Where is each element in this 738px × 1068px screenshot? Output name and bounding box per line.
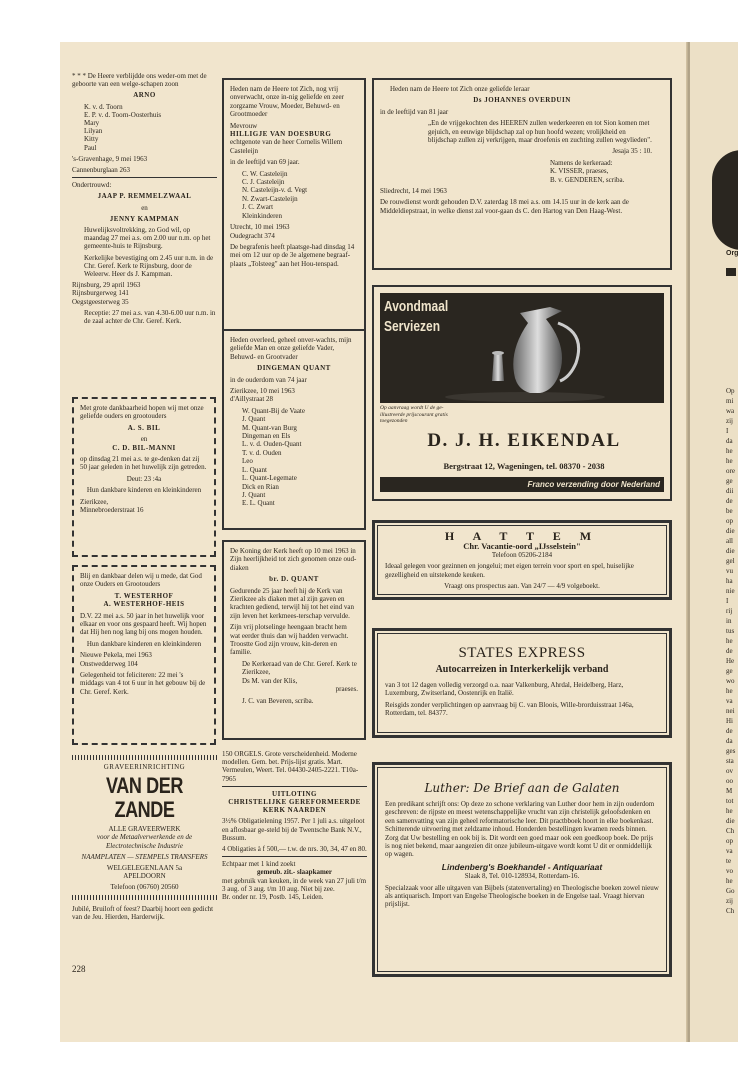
hattem-ad-box <box>372 520 672 600</box>
adjacent-text-fragment: zij <box>726 897 733 905</box>
adjacent-page-text-column <box>726 386 735 916</box>
doesburg-title: Mevrouw <box>230 121 258 130</box>
doesburg-intro: Heden nam de Heere tot Zich, nog vrij onverwacht, onze in-nig geliefde en zeer zorgzame Vrouw, Moeder, Behuwd- en Grootmoeder <box>230 85 344 119</box>
stripe-divider <box>72 755 217 760</box>
family-member: W. Quant-Bij de Vaate <box>242 406 305 415</box>
quant-address: d'Aillystraat 28 <box>230 395 274 404</box>
adjacent-text-fragment: mi <box>726 397 734 405</box>
anniversary-bil-box <box>72 397 216 557</box>
adjacent-text-fragment: ov <box>726 767 733 775</box>
adjacent-text-fragment: va <box>726 697 733 705</box>
overduin-quote: „En de vrijgekochten des HEEREN zullen wederkeeren en tot Sion komen met gejuich, en eeuwige blijdschap zal op hun hoofd wezen; vrolijkheid en blijdschap zullen zij verkrijgen, maar droefenis en zuchting zullen wegvlieden". <box>428 119 652 145</box>
adjacent-page-bar <box>726 268 736 276</box>
westerhof-text: D.V. 22 mei a.s. 50 jaar in het huwelijk voor elkaar en voor ons gespaard heeft. Wij hopen dat Hij hen nog lang bij ons mogen houden. <box>80 611 207 637</box>
adjacent-page-logo-fragment <box>712 150 738 250</box>
death-quant-church-box <box>222 540 366 740</box>
adjacent-text-fragment: dii <box>726 487 734 495</box>
quant-name: DINGEMAN QUANT <box>257 364 331 373</box>
engraving-address-1: WELGELEGENLAAN 5a <box>106 864 183 873</box>
adjacent-text-fragment: he <box>726 687 733 695</box>
birth-place: 's-Gravenhage, 9 mei 1963 <box>72 154 148 163</box>
adjacent-text-fragment: op <box>726 837 733 845</box>
couple-line-1: Echtpaar met 1 kind zoekt <box>222 860 296 869</box>
column-2-classifieds <box>222 750 367 904</box>
adjacent-text-fragment: ge <box>726 477 733 485</box>
engraving-line-1: ALLE GRAVEERWERK <box>108 825 181 834</box>
adjacent-page-text-org: Org <box>726 250 738 257</box>
death-doesburg-box <box>222 78 366 331</box>
groom-name: JAAP P. REMMELZWAAL <box>97 192 192 201</box>
family-member: L. Quant <box>242 465 267 474</box>
family-member: T. v. d. Ouden <box>242 448 282 457</box>
engaged-place: Rijnsburg, 29 april 1963 <box>72 281 141 290</box>
westerhof-intro: Blij en dankbaar delen wij u mede, dat God onze Ouders en Grootouders <box>80 572 202 589</box>
birth-intro: * * * De Heere verblijdde ons weder-om met de geboorte van een welge-schapen zoon <box>72 72 207 89</box>
death-overduin-box <box>372 78 672 270</box>
eikendal-company: D. J. H. EIKENDAL <box>427 430 621 451</box>
luther-title: Luther: De Brief aan de Galaten <box>424 781 620 795</box>
adjacent-text-fragment: he <box>726 877 733 885</box>
avondmaal-ad-box <box>372 285 672 501</box>
engraving-brand: VAN DER ZANDE <box>105 773 183 823</box>
church-council: De Kerkeraad van de Chr. Geref. Kerk te Zierikzee, <box>242 659 357 677</box>
adjacent-text-fragment: wa <box>726 407 735 415</box>
church-scriba: J. C. van Beveren, scriba. <box>242 696 314 705</box>
birth-announcement <box>72 72 217 174</box>
quant-intro: Heden overleed, geheel onver-wachts, mijn geliefde Man en onze geliefde Vader, Behuwd- en Grootvader <box>230 336 352 361</box>
adjacent-text-fragment: zij <box>726 417 733 425</box>
states-title: STATES EXPRESS <box>458 645 586 661</box>
avondmaal-title-1: Avondmaal <box>384 298 449 315</box>
church-praeses: praeses. <box>335 685 358 694</box>
adjacent-text-fragment: I <box>726 427 729 435</box>
family-member: C. J. Casteleijn <box>242 178 285 187</box>
luther-ad-box <box>372 762 672 977</box>
quant-age: in de ouderdom van 74 jaar <box>230 375 307 384</box>
page-number: 228 <box>72 964 86 974</box>
adjacent-text-fragment: da <box>726 437 733 445</box>
adjacent-text-fragment: de <box>726 497 733 505</box>
luther-address: Slaak 8, Tel. 010-128934, Rotterdam-16. <box>464 872 580 881</box>
overduin-funeral: De rouwdienst wordt gehouden D.V. zaterdag 18 mei a.s. om 14.15 uur in de kerk aan de Middeldiepstraat, in welke dienst zal voor-gaan ds C. den Hartog van Den Haag-West. <box>380 198 629 215</box>
family-member: J. C. Zwart <box>242 203 274 212</box>
adjacent-text-fragment: wo <box>726 677 735 685</box>
adjacent-text-fragment: op <box>726 517 733 525</box>
bond-text-1: 3½% Obligatielening 1957. Per 1 juli a.s. uitgeloot en aflosbaar ge-steld bij de Twentsche Bank N.V., Bussum. <box>222 817 365 842</box>
engaged-heading: Ondertrouwd: <box>72 181 112 190</box>
adjacent-text-fragment: Hi <box>726 717 733 725</box>
bil-children: Hun dankbare kinderen en kleinkinderen <box>86 486 202 495</box>
family-member: M. Quant-van Burg <box>242 423 297 432</box>
birth-family <box>72 103 217 152</box>
anniversary-westerhof-box <box>72 565 216 745</box>
bond-text-2: 4 Obligaties à f 500,— t.w. de nrs. 30, 34, 47 en 80. <box>222 845 367 854</box>
overduin-intro: Heden nam de Heere tot Zich onze geliefde leraar <box>390 85 530 93</box>
family-member: J. Quant <box>242 415 266 424</box>
adjacent-text-fragment: de <box>726 727 733 735</box>
jubilee-ad: Jubilé, Bruiloft of feest? Daarbij hoort een gedicht van de Jeu. Hierden, Harderwijk. <box>72 904 214 921</box>
birth-name: ARNO <box>133 91 156 100</box>
doesburg-name: HILLIGJE VAN DOESBURG <box>230 130 332 139</box>
engraving-heading: GRAVEERINRICHTING <box>103 763 186 771</box>
overduin-age: in de leeftijd van 81 jaar <box>380 107 449 116</box>
adjacent-text-fragment: ges <box>726 747 736 755</box>
adjacent-text-fragment: gel <box>726 557 735 565</box>
cup-icon <box>492 353 504 381</box>
doesburg-family <box>230 170 358 220</box>
family-member: Dick en Rian <box>242 482 279 491</box>
wedding-text: Huwelijksvoltrekking, zo God wil, op maandag 27 mei a.s. om 2.00 uur n.m. op het gemeente-huis te Rijnsburg. <box>84 226 211 251</box>
doesburg-place: Utrecht, 10 mei 1963 <box>230 223 290 232</box>
church-text-1: Gedurende 25 jaar heeft hij de Kerk van Zierikzee als diaken met al zijn gaven en krachten gediend, terwijl hij tot het eind van zijn leven het kerkmees-terschap vervulde. <box>230 586 355 620</box>
doesburg-age: in de leeftijd van 69 jaar. <box>230 158 300 167</box>
quant-place: Zierikzee, 10 mei 1963 <box>230 387 295 396</box>
bond-title-2: CHRISTELIJKE GEREFORMEERDE KERK NAARDEN <box>228 798 361 815</box>
states-text-2: Reisgids zonder verplichtingen op aanvraag bij C. van Bloois, Wille-brorduisstraat 146a, Rotterdam, tel. 84377. <box>385 700 634 718</box>
bil-en: en <box>140 435 148 444</box>
family-member: L. v. d. Ouden-Quant <box>242 440 302 449</box>
couple-line-2: gemeub. zit.- slaapkamer <box>256 868 333 877</box>
engraving-phone: Telefoon (06760) 20560 <box>110 883 179 892</box>
church-intro: De Koning der Kerk heeft op 10 mei 1963 in Zijn heerlijkheid tot zich genomen onze oud-diaken <box>230 547 357 572</box>
bil-name-1: A. S. BIL <box>127 423 161 432</box>
bride-name: JENNY KAMPMAN <box>109 214 180 223</box>
bil-ref: Deut: 23 :4a <box>126 474 162 483</box>
divider <box>222 856 367 857</box>
adjacent-text-fragment: he <box>726 447 733 455</box>
hattem-phone: Telefoon 05206-2184 <box>491 550 553 559</box>
adjacent-text-fragment: vo <box>726 867 733 875</box>
family-member: Leo <box>242 457 253 466</box>
church-ds: Ds M. van der Klis, <box>242 676 298 685</box>
engraving-address-2: APELDOORN <box>123 872 166 881</box>
bil-place: Zierikzee, <box>80 497 109 506</box>
overduin-praeses: K. VISSER, praeses, <box>550 167 609 176</box>
adjacent-text-fragment: tus <box>726 627 735 635</box>
family-member: N. Casteleijn-v. d. Vegt <box>242 186 308 195</box>
birth-address: Cannenburglaan 263 <box>72 166 130 175</box>
westerhof-name-2: A. WESTERHOF-HEIS <box>103 600 185 609</box>
adjacent-text-fragment: da <box>726 737 733 745</box>
doesburg-funeral: De begrafenis heeft plaatsge-had dinsdag 14 mei om 12 uur op de 3e algemene begraaf-plaats „Tolsteeg" aan het Hou-tenspad. <box>230 242 355 268</box>
bond-title-1: UITLOTING <box>272 789 317 798</box>
overduin-name: Ds JOHANNES OVERDUIN <box>473 96 571 105</box>
hattem-title: H A T T E M <box>444 529 600 543</box>
adjacent-text-fragment: vu <box>726 567 733 575</box>
adjacent-text-fragment: ge <box>726 667 733 675</box>
family-member: L. Quant-Legemate <box>242 474 297 483</box>
overduin-scriba: B. v. GENDEREN, scriba. <box>550 175 625 184</box>
states-text: van 3 tot 12 dagen volledig verzorgd o.a. naar Valkenburg, Ahrdal, Heidelberg, Harz, Luxemburg, Zwitserland, Oostenrijk en Italië. <box>385 681 624 698</box>
hattem-subtitle: Chr. Vacantie-oord „IJsselstein" <box>463 541 581 552</box>
adjacent-text-fragment: nie <box>726 587 735 595</box>
family-member: Mary <box>84 119 100 128</box>
overduin-place: Sliedrecht, 14 mei 1963 <box>380 187 447 196</box>
overduin-council: Namens de kerkeraad: <box>550 158 613 167</box>
en-text: en <box>141 203 148 212</box>
adjacent-text-fragment: te <box>726 857 732 865</box>
adjacent-text-fragment: he <box>726 807 733 815</box>
organs-ad: 150 ORGELS. Grote verscheidenheid. Moderne modellen. Gem. bet. Prijs-lijst gratis. Mart. Vermeulen, Weert. Tel. 04430-2405-2221. T10a-7965 <box>222 750 359 783</box>
engraving-line-2: voor de Metaalverwerkende en de Electrotechnische Industrie <box>96 833 193 850</box>
luther-text-2: Specialzaak voor alle uitgaven van Bijbels (statenvertaling) en Theologische boeken zowel nieuw als antiquarisch. Import van Engelse Theologische boeken in de Engelse taal. Vraagt hiervan prijslijst. <box>385 883 659 909</box>
adjacent-text-fragment: Ch <box>726 827 735 835</box>
bil-name-2: C. D. BIL-MANNI <box>112 443 176 452</box>
eikendal-delivery: Franco verzending door Nederland <box>380 477 664 492</box>
eikendal-address: Bergstraat 12, Wageningen, tel. 08370 - 2038 <box>443 461 605 471</box>
couple-text: met gebruik van keuken, in de week van 27 juli t/m 3 aug. of 3 aug. t/m 10 aug. Niet bij zee. <box>222 876 367 893</box>
church-name: br. D. QUANT <box>269 575 319 584</box>
engraving-ad <box>72 752 217 924</box>
adjacent-text-fragment: nei <box>726 707 735 715</box>
westerhof-congrats: Gelegenheid tot feliciteren: 22 mei 's middags van 4 tot 6 uur in het gebouw bij de Chr. Geref. Kerk. <box>80 671 206 696</box>
states-subtitle: Autocarreizen in Interkerkelijk verband <box>435 664 609 675</box>
family-member: Paul <box>84 143 97 152</box>
death-quant-box <box>222 331 366 530</box>
family-member: E. L. Quant <box>242 499 275 508</box>
adjacent-text-fragment: oo <box>726 777 733 785</box>
family-member: J. Quant <box>242 490 266 499</box>
adjacent-text-fragment: he <box>726 457 733 465</box>
doesburg-spouse: echtgenote van de heer Cornelis Willem Casteleijn <box>230 138 343 155</box>
adjacent-text-fragment: Ch <box>726 907 735 915</box>
hattem-cta: Vraagt ons prospectus aan. Van 24/7 — 4/9 volgeboekt. <box>444 582 600 591</box>
family-member: Dingeman en Els <box>242 432 291 441</box>
westerhof-children: Hun dankbare kinderen en kleinkinderen <box>86 639 202 648</box>
adjacent-text-fragment: rij <box>726 607 733 615</box>
church-text-2: Zijn vrij plotselinge heengaan bracht hem wat eerder thuis dan wij hadden verwacht. Troostte God zijn vrouw, kin-deren en familie. <box>230 623 349 657</box>
avondmaal-note: Op aanvraag wordt U de ge-illustreerde prijscourant gratis toegezonden <box>380 405 448 424</box>
adjacent-text-fragment: Go <box>726 887 735 895</box>
adjacent-text-fragment: va <box>726 847 733 855</box>
adjacent-text-fragment: he <box>726 637 733 645</box>
divider <box>72 177 217 178</box>
divider <box>222 786 367 787</box>
bil-intro: Met grote dankbaarheid hopen wij met onze geliefde ouders en grootouders <box>80 404 204 421</box>
avondmaal-title-2: Serviezen <box>384 318 441 335</box>
adjacent-text-fragment: in <box>726 617 732 625</box>
engaged-address-1: Rijnsburgerweg 141 <box>72 289 129 298</box>
bil-address: Minnebroederstraat 16 <box>80 506 144 515</box>
church-text: Kerkelijke bevestiging om 2.45 uur n.m. in de Chr. Geref. Kerk te Rijnsburg, door de Weleerw. Heer ds J. Kampman. <box>84 253 214 279</box>
couple-contact: Br. onder nr. 19, Postb. 145, Leiden. <box>222 893 324 902</box>
adjacent-text-fragment: M <box>726 787 733 795</box>
adjacent-text-fragment: tot <box>726 797 734 805</box>
stripe-divider <box>72 895 217 900</box>
luther-shop: Lindenberg's Boekhandel - Antiquariaat <box>441 861 603 872</box>
engaged-address-2: Oegstgeesterweg 35 <box>72 297 129 306</box>
adjacent-text-fragment: He <box>726 657 735 665</box>
adjacent-text-fragment: sta <box>726 757 734 765</box>
states-express-ad-box <box>372 628 672 738</box>
adjacent-text-fragment: ha <box>726 577 733 585</box>
luther-text: Een predikant schrijft ons: Op deze zo schone verklaring van Luther door hem in zijn ouderdom geschreven: de rijpste en meest wetenschappelijke vrucht van zijn christelijk geloofsdenken en een samenvatting van zijn geheel reformatorische leer. Dit practbboek hoort in elke boekenkast. Schitterende uitvoering met zeldzame inhoud. Honderden bestellingen kwamen reeds binnen. Zorg dat Uw bestelling en ook bij is. Dit wordt een goed maar ook een goedkoop boek. De prijs is nog niet bekend, maar aangezien dit onze jubileum-uitgave wordt komt U dit er onmiddellijk op wagen. <box>385 800 655 859</box>
hattem-text: Ideaal gelegen voor gezinnen en jongelui; met eigen terrein voor sport en spel, huiselijke gezelligheid en uitstekende keuken. <box>385 562 634 579</box>
engraving-line-3: NAAMPLATEN — STEMPELS TRANSFERS <box>81 852 208 861</box>
adjacent-text-fragment: Op <box>726 387 735 395</box>
bil-text: op dinsdag 21 mei a.s. te ge-denken dat zij 50 jaar geleden in het huwelijk zijn getreden. <box>80 455 207 472</box>
reception-text: Receptie: 27 mei a.s. van 4.30-6.00 uur n.m. in de zaal achter de Chr. Geref. Kerk. <box>84 308 216 326</box>
adjacent-text-fragment: die <box>726 547 735 555</box>
adjacent-text-fragment: ore <box>726 467 735 475</box>
westerhof-place: Nieuwe Pekela, mei 1963 <box>80 651 152 660</box>
family-member: E. P. v. d. Toorn-Oosterhuis <box>84 110 162 119</box>
quant-family <box>230 407 358 508</box>
adjacent-text-fragment: die <box>726 817 735 825</box>
adjacent-text-fragment: I <box>726 597 729 605</box>
westerhof-name-1: T. WESTERHOF <box>114 591 174 600</box>
column-1 <box>72 72 217 328</box>
adjacent-text-fragment: de <box>726 647 733 655</box>
doesburg-address: Oudegracht 374 <box>230 231 275 240</box>
adjacent-text-fragment: die <box>726 527 735 535</box>
family-member: C. W. Casteleijn <box>242 169 288 178</box>
family-member: N. Zwart-Casteleijn <box>242 194 298 203</box>
jug-icon <box>513 307 562 393</box>
overduin-ref: Jesaja 35 : 10. <box>612 147 652 156</box>
avondmaal-title <box>384 297 448 337</box>
family-member: Lilyan <box>84 127 103 136</box>
family-member: K. v. d. Toorn <box>84 102 123 111</box>
westerhof-address: Onstwedderweg 104 <box>80 659 138 668</box>
family-member: Kitty <box>84 135 99 144</box>
engagement-announcement <box>72 181 217 325</box>
adjacent-text-fragment: all <box>726 537 733 545</box>
family-member: Kleinkinderen <box>242 211 283 220</box>
adjacent-text-fragment: be <box>726 507 733 515</box>
